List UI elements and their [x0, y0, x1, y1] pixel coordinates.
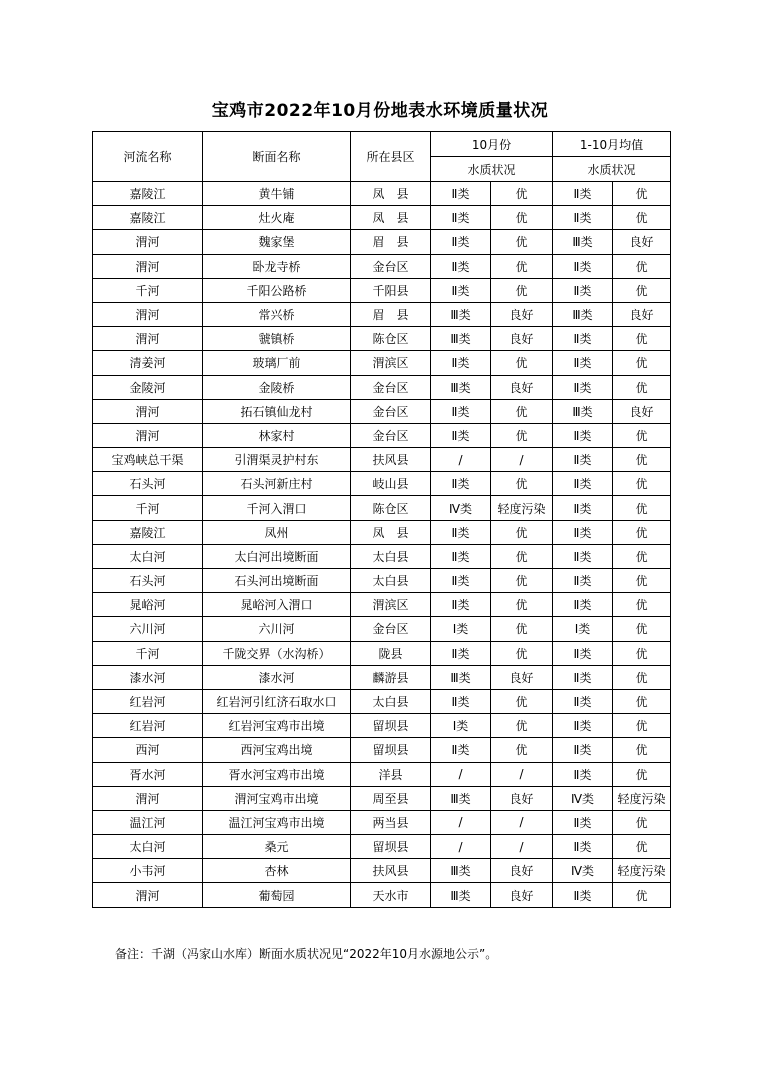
- cell-cumulative-status: 良好: [613, 399, 671, 423]
- cell-river: 渭河: [93, 399, 203, 423]
- cell-cumulative-status: 优: [613, 738, 671, 762]
- table-row: [93, 835, 671, 859]
- cell-river: 红岩河: [93, 689, 203, 713]
- cell-cumulative-class: Ⅲ类: [553, 230, 613, 254]
- cell-river: 漆水河: [93, 665, 203, 689]
- cell-cumulative-status: 优: [613, 593, 671, 617]
- cell-month-class: Ⅱ类: [431, 544, 491, 568]
- cell-section: 常兴桥: [203, 302, 351, 326]
- cell-cumulative-class: Ⅱ类: [553, 544, 613, 568]
- cell-month-status: 优: [491, 641, 553, 665]
- cell-cumulative-class: Ⅱ类: [553, 375, 613, 399]
- cell-county: 金台区: [351, 254, 431, 278]
- cell-county: 渭滨区: [351, 351, 431, 375]
- cell-month-class: /: [431, 762, 491, 786]
- cell-river: 嘉陵江: [93, 206, 203, 230]
- cell-river: 胥水河: [93, 762, 203, 786]
- cell-month-status: 优: [491, 230, 553, 254]
- cell-cumulative-class: Ⅱ类: [553, 423, 613, 447]
- cell-month-class: Ⅳ类: [431, 496, 491, 520]
- cell-cumulative-status: 良好: [613, 230, 671, 254]
- table-row: [93, 254, 671, 278]
- cell-month-class: Ⅲ类: [431, 786, 491, 810]
- cell-county: 太白县: [351, 544, 431, 568]
- cell-month-class: Ⅰ类: [431, 617, 491, 641]
- cell-cumulative-class: Ⅱ类: [553, 641, 613, 665]
- cell-section: 石头河新庄村: [203, 472, 351, 496]
- cell-river: 太白河: [93, 835, 203, 859]
- cell-county: 陈仓区: [351, 327, 431, 351]
- table-row: [93, 810, 671, 834]
- cell-month-class: Ⅲ类: [431, 375, 491, 399]
- cell-section: 石头河出境断面: [203, 569, 351, 593]
- cell-river: 小韦河: [93, 859, 203, 883]
- cell-river: 千河: [93, 278, 203, 302]
- cell-section: 红岩河引红济石取水口: [203, 689, 351, 713]
- cell-section: 灶火庵: [203, 206, 351, 230]
- cell-county: 天水市: [351, 883, 431, 907]
- cell-month-class: Ⅱ类: [431, 254, 491, 278]
- cell-cumulative-status: 轻度污染: [613, 786, 671, 810]
- cell-county: 陇县: [351, 641, 431, 665]
- cell-county: 周至县: [351, 786, 431, 810]
- header-month: 10月份: [431, 132, 553, 157]
- cell-county: 扶风县: [351, 859, 431, 883]
- cell-month-status: 优: [491, 182, 553, 206]
- cell-county: 岐山县: [351, 472, 431, 496]
- cell-month-status: 优: [491, 520, 553, 544]
- cell-river: 金陵河: [93, 375, 203, 399]
- table-row: [93, 544, 671, 568]
- cell-month-status: 良好: [491, 859, 553, 883]
- table-row: [93, 375, 671, 399]
- cell-cumulative-status: 优: [613, 835, 671, 859]
- cell-river: 太白河: [93, 544, 203, 568]
- cell-month-status: 良好: [491, 786, 553, 810]
- cell-river: 嘉陵江: [93, 520, 203, 544]
- cell-month-status: 优: [491, 544, 553, 568]
- cell-county: 留坝县: [351, 835, 431, 859]
- cell-month-status: 优: [491, 569, 553, 593]
- cell-county: 留坝县: [351, 738, 431, 762]
- table-row: [93, 206, 671, 230]
- table-row: [93, 883, 671, 907]
- cell-month-class: Ⅲ类: [431, 883, 491, 907]
- cell-county: 扶风县: [351, 448, 431, 472]
- header-row: [93, 132, 671, 157]
- cell-cumulative-status: 优: [613, 496, 671, 520]
- cell-month-class: Ⅱ类: [431, 182, 491, 206]
- cell-river: 六川河: [93, 617, 203, 641]
- cell-cumulative-status: 优: [613, 544, 671, 568]
- cell-cumulative-class: Ⅲ类: [553, 399, 613, 423]
- cell-month-class: Ⅱ类: [431, 641, 491, 665]
- cell-river: 渭河: [93, 786, 203, 810]
- cell-month-status: 优: [491, 206, 553, 230]
- cell-section: 胥水河宝鸡市出境: [203, 762, 351, 786]
- cell-section: 渭河宝鸡市出境: [203, 786, 351, 810]
- cell-county: 眉 县: [351, 302, 431, 326]
- cell-cumulative-status: 优: [613, 351, 671, 375]
- header-section: 断面名称: [203, 132, 351, 182]
- cell-cumulative-class: Ⅱ类: [553, 593, 613, 617]
- cell-cumulative-class: Ⅱ类: [553, 278, 613, 302]
- cell-month-class: Ⅱ类: [431, 206, 491, 230]
- cell-month-status: 优: [491, 714, 553, 738]
- cell-cumulative-class: Ⅱ类: [553, 883, 613, 907]
- cell-month-status: 良好: [491, 302, 553, 326]
- cell-section: 金陵桥: [203, 375, 351, 399]
- cell-month-class: Ⅲ类: [431, 327, 491, 351]
- cell-river: 温江河: [93, 810, 203, 834]
- cell-month-class: Ⅱ类: [431, 423, 491, 447]
- cell-section: 林家村: [203, 423, 351, 447]
- cell-county: 眉 县: [351, 230, 431, 254]
- cell-county: 太白县: [351, 689, 431, 713]
- table-row: [93, 472, 671, 496]
- cell-cumulative-class: Ⅱ类: [553, 738, 613, 762]
- cell-river: 石头河: [93, 569, 203, 593]
- cell-cumulative-class: Ⅱ类: [553, 496, 613, 520]
- cell-month-status: 良好: [491, 327, 553, 351]
- table-row: [93, 665, 671, 689]
- cell-cumulative-status: 优: [613, 375, 671, 399]
- cell-cumulative-class: Ⅰ类: [553, 617, 613, 641]
- cell-cumulative-class: Ⅳ类: [553, 786, 613, 810]
- table-row: [93, 738, 671, 762]
- cell-county: 陈仓区: [351, 496, 431, 520]
- cell-cumulative-status: 优: [613, 714, 671, 738]
- cell-section: 桑元: [203, 835, 351, 859]
- cell-cumulative-status: 优: [613, 883, 671, 907]
- header-month-status: 水质状况: [431, 157, 553, 182]
- table-row: [93, 593, 671, 617]
- cell-river: 晁峪河: [93, 593, 203, 617]
- cell-county: 千阳县: [351, 278, 431, 302]
- cell-river: 渭河: [93, 327, 203, 351]
- cell-river: 千河: [93, 496, 203, 520]
- table-row: [93, 569, 671, 593]
- cell-month-status: 优: [491, 351, 553, 375]
- cell-month-status: 良好: [491, 665, 553, 689]
- cell-cumulative-status: 优: [613, 278, 671, 302]
- cell-section: 千陇交界（水沟桥）: [203, 641, 351, 665]
- cell-county: 两当县: [351, 810, 431, 834]
- cell-cumulative-class: Ⅱ类: [553, 206, 613, 230]
- cell-county: 金台区: [351, 617, 431, 641]
- cell-section: 千阳公路桥: [203, 278, 351, 302]
- cell-section: 凤州: [203, 520, 351, 544]
- cell-month-status: 优: [491, 278, 553, 302]
- table-row: [93, 448, 671, 472]
- cell-county: 洋县: [351, 762, 431, 786]
- cell-river: 宝鸡峡总干渠: [93, 448, 203, 472]
- cell-cumulative-class: Ⅱ类: [553, 327, 613, 351]
- cell-month-class: /: [431, 810, 491, 834]
- cell-cumulative-status: 优: [613, 665, 671, 689]
- cell-county: 凤 县: [351, 206, 431, 230]
- cell-cumulative-status: 优: [613, 762, 671, 786]
- header-river: 河流名称: [93, 132, 203, 182]
- cell-cumulative-class: Ⅱ类: [553, 810, 613, 834]
- cell-month-status: 良好: [491, 375, 553, 399]
- cell-cumulative-status: 优: [613, 327, 671, 351]
- table-row: [93, 399, 671, 423]
- header-county: 所在县区: [351, 132, 431, 182]
- cell-month-status: 轻度污染: [491, 496, 553, 520]
- cell-month-class: Ⅱ类: [431, 399, 491, 423]
- cell-cumulative-class: Ⅱ类: [553, 762, 613, 786]
- cell-month-status: /: [491, 448, 553, 472]
- cell-month-class: Ⅰ类: [431, 714, 491, 738]
- cell-cumulative-status: 轻度污染: [613, 859, 671, 883]
- footnote: 备注：千湖（冯家山水库）断面水质状况见“2022年10月水源地公示”。: [115, 947, 498, 961]
- cell-month-class: Ⅱ类: [431, 230, 491, 254]
- cell-month-status: 优: [491, 593, 553, 617]
- cell-month-class: Ⅱ类: [431, 689, 491, 713]
- cell-cumulative-status: 良好: [613, 302, 671, 326]
- cell-county: 太白县: [351, 569, 431, 593]
- header-cumulative: 1-10月均值: [553, 132, 671, 157]
- page-title: 宝鸡市2022年10月份地表水环境质量状况: [211, 101, 549, 121]
- cell-month-class: Ⅱ类: [431, 472, 491, 496]
- cell-cumulative-status: 优: [613, 472, 671, 496]
- cell-county: 金台区: [351, 375, 431, 399]
- cell-cumulative-class: Ⅲ类: [553, 302, 613, 326]
- cell-river: 嘉陵江: [93, 182, 203, 206]
- cell-cumulative-status: 优: [613, 206, 671, 230]
- cell-month-class: Ⅱ类: [431, 593, 491, 617]
- cell-river: 渭河: [93, 230, 203, 254]
- cell-month-class: /: [431, 835, 491, 859]
- cell-section: 引渭渠灵护村东: [203, 448, 351, 472]
- cell-cumulative-status: 优: [613, 182, 671, 206]
- cell-river: 西河: [93, 738, 203, 762]
- cell-cumulative-status: 优: [613, 641, 671, 665]
- table-row: [93, 496, 671, 520]
- cell-month-status: 优: [491, 399, 553, 423]
- table-row: [93, 641, 671, 665]
- cell-cumulative-class: Ⅱ类: [553, 351, 613, 375]
- cell-month-status: 优: [491, 472, 553, 496]
- table-row: [93, 423, 671, 447]
- cell-month-class: /: [431, 448, 491, 472]
- cell-section: 玻璃厂前: [203, 351, 351, 375]
- table-row: [93, 689, 671, 713]
- header-cumulative-status: 水质状况: [553, 157, 671, 182]
- cell-river: 石头河: [93, 472, 203, 496]
- table-row: [93, 617, 671, 641]
- cell-section: 温江河宝鸡市出境: [203, 810, 351, 834]
- cell-cumulative-class: Ⅱ类: [553, 472, 613, 496]
- cell-month-class: Ⅱ类: [431, 351, 491, 375]
- cell-cumulative-class: Ⅱ类: [553, 665, 613, 689]
- cell-cumulative-status: 优: [613, 689, 671, 713]
- cell-river: 千河: [93, 641, 203, 665]
- cell-section: 黄牛铺: [203, 182, 351, 206]
- cell-county: 凤 县: [351, 520, 431, 544]
- cell-section: 红岩河宝鸡市出境: [203, 714, 351, 738]
- table-row: [93, 302, 671, 326]
- cell-month-status: 良好: [491, 883, 553, 907]
- cell-section: 葡萄园: [203, 883, 351, 907]
- cell-section: 晁峪河入渭口: [203, 593, 351, 617]
- cell-county: 金台区: [351, 423, 431, 447]
- cell-section: 千河入渭口: [203, 496, 351, 520]
- table-row: [93, 230, 671, 254]
- cell-county: 麟游县: [351, 665, 431, 689]
- cell-cumulative-status: 优: [613, 810, 671, 834]
- cell-month-status: 优: [491, 254, 553, 278]
- cell-section: 魏家堡: [203, 230, 351, 254]
- cell-month-class: Ⅱ类: [431, 738, 491, 762]
- table-row: [93, 351, 671, 375]
- cell-month-class: Ⅲ类: [431, 302, 491, 326]
- cell-section: 杏林: [203, 859, 351, 883]
- cell-cumulative-class: Ⅱ类: [553, 182, 613, 206]
- cell-month-status: 优: [491, 689, 553, 713]
- cell-cumulative-class: Ⅱ类: [553, 569, 613, 593]
- cell-cumulative-status: 优: [613, 569, 671, 593]
- cell-cumulative-class: Ⅱ类: [553, 689, 613, 713]
- cell-cumulative-status: 优: [613, 254, 671, 278]
- table-row: [93, 327, 671, 351]
- cell-section: 拓石镇仙龙村: [203, 399, 351, 423]
- cell-cumulative-class: Ⅱ类: [553, 835, 613, 859]
- cell-section: 卧龙寺桥: [203, 254, 351, 278]
- cell-month-class: Ⅲ类: [431, 665, 491, 689]
- cell-river: 清姜河: [93, 351, 203, 375]
- cell-cumulative-class: Ⅱ类: [553, 714, 613, 738]
- cell-cumulative-class: Ⅳ类: [553, 859, 613, 883]
- cell-cumulative-class: Ⅱ类: [553, 520, 613, 544]
- table-row: [93, 786, 671, 810]
- cell-river: 渭河: [93, 254, 203, 278]
- table-row: [93, 859, 671, 883]
- cell-county: 金台区: [351, 399, 431, 423]
- cell-section: 六川河: [203, 617, 351, 641]
- cell-month-class: Ⅲ类: [431, 859, 491, 883]
- cell-month-status: 优: [491, 423, 553, 447]
- cell-cumulative-class: Ⅱ类: [553, 448, 613, 472]
- cell-section: 西河宝鸡出境: [203, 738, 351, 762]
- cell-river: 渭河: [93, 423, 203, 447]
- cell-month-status: 优: [491, 738, 553, 762]
- cell-month-status: /: [491, 835, 553, 859]
- table-row: [93, 714, 671, 738]
- cell-month-status: /: [491, 810, 553, 834]
- cell-month-class: Ⅱ类: [431, 520, 491, 544]
- cell-county: 凤 县: [351, 182, 431, 206]
- cell-cumulative-class: Ⅱ类: [553, 254, 613, 278]
- cell-section: 虢镇桥: [203, 327, 351, 351]
- cell-section: 漆水河: [203, 665, 351, 689]
- water-quality-table: [92, 131, 671, 908]
- cell-river: 红岩河: [93, 714, 203, 738]
- table-row: [93, 520, 671, 544]
- cell-month-status: /: [491, 762, 553, 786]
- cell-section: 太白河出境断面: [203, 544, 351, 568]
- cell-month-status: 优: [491, 617, 553, 641]
- cell-month-class: Ⅱ类: [431, 278, 491, 302]
- cell-river: 渭河: [93, 883, 203, 907]
- cell-river: 渭河: [93, 302, 203, 326]
- cell-month-class: Ⅱ类: [431, 569, 491, 593]
- table-row: [93, 182, 671, 206]
- cell-county: 留坝县: [351, 714, 431, 738]
- table-row: [93, 762, 671, 786]
- table-row: [93, 278, 671, 302]
- cell-cumulative-status: 优: [613, 617, 671, 641]
- cell-cumulative-status: 优: [613, 520, 671, 544]
- cell-cumulative-status: 优: [613, 448, 671, 472]
- cell-county: 渭滨区: [351, 593, 431, 617]
- cell-cumulative-status: 优: [613, 423, 671, 447]
